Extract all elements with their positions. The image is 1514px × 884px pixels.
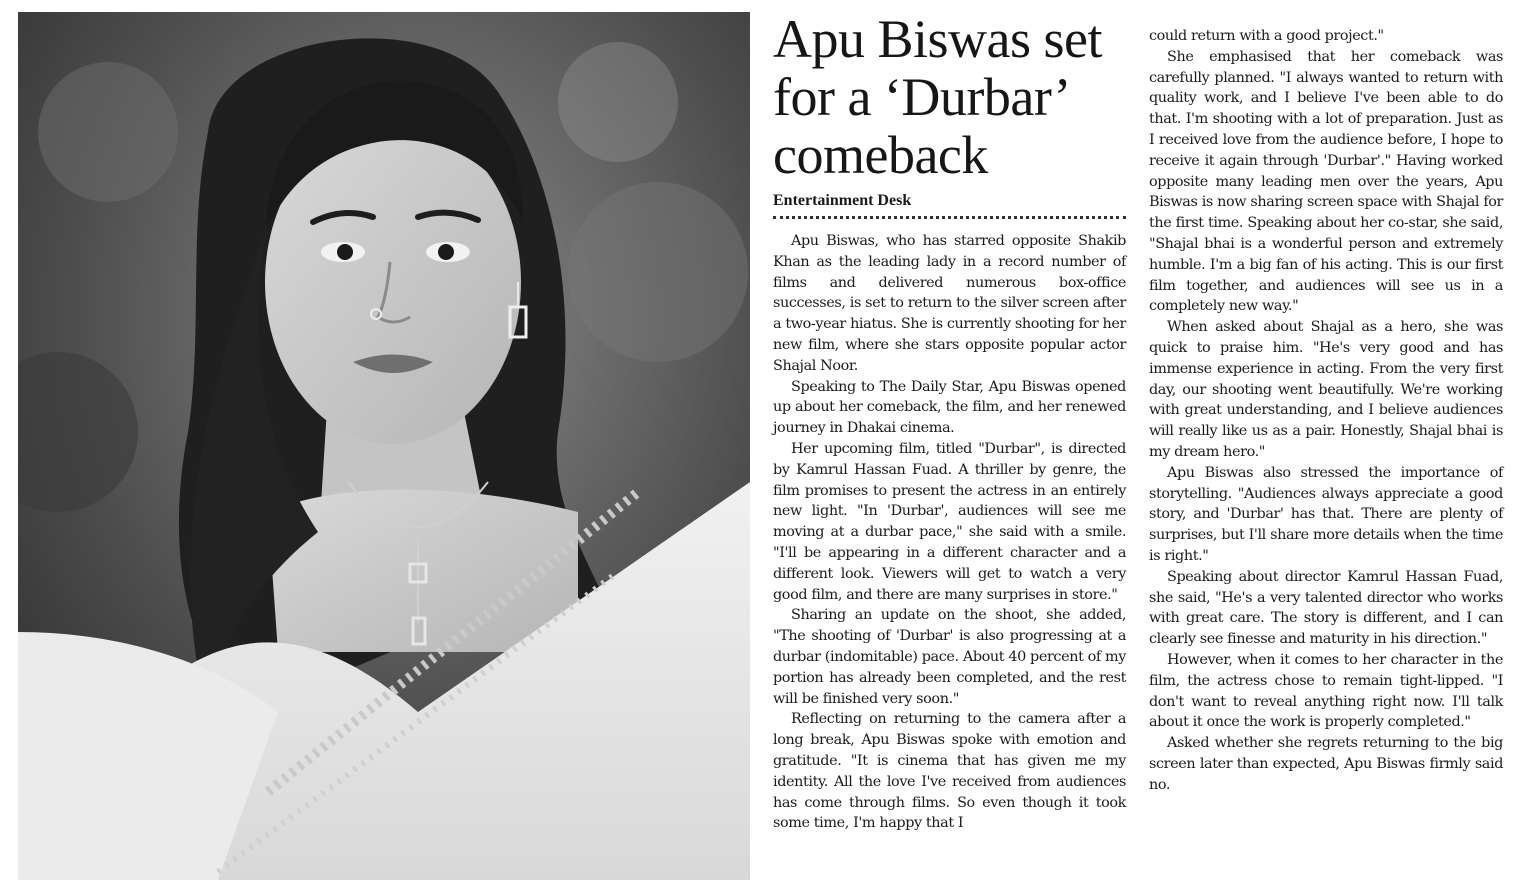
article-paragraph: Her upcoming film, titled "Durbar", is directed by Kamrul Hassan Fuad. A thriller by genre, the film promises to present the actress in an entirely new light. "In 'Durbar', audiences will see me moving at a durbar pace," she said with a smile. "I'll be appearing in a different character and a different look. Viewers will get to watch a very good film, and there are many surprises in store." [773,440,1126,603]
article-column-one [773,10,1126,834]
article-paragraph: Apu Biswas also stressed the importance of storytelling. "Audiences always appreciate a good story, and 'Durbar' has that. There are plenty of surprises, but I'll share more details when the time is right." [1149,464,1503,564]
article-column-two [1149,26,1503,795]
article-paragraph: Asked whether she regrets returning to the big screen later than expected, Apu Biswas firmly said no. [1149,735,1503,793]
article-paragraph-continuation: could return with a good project." [1149,28,1384,44]
article-paragraph: However, when it comes to her character in the film, the actress chose to remain tight-lipped. "I don't want to reveal anything right now. I'll talk about it once the work is properly completed." [1149,651,1503,731]
article-byline: Entertainment Desk [773,192,912,209]
portrait-illustration [18,12,750,880]
article-paragraph: When asked about Shajal as a hero, she was quick to praise him. "He's very good and has immense experience in acting. From the very first day, our shooting went beautifully. We're working with great understanding, and I believe audiences will really like us as a pair. Honestly, Shajal bhai is my dream hero." [1149,319,1503,460]
article-paragraph: Reflecting on returning to the camera after a long break, Apu Biswas spoke with emotion and gratitude. "It is cinema that has given me my identity. All the love I've received from audiences has come through films. So even though it took some time, I'm happy that I [773,711,1126,832]
article-body [773,231,1126,834]
article-headline: Apu Biswas set for a ‘Durbar’ comeback [773,9,1102,185]
article-paragraph: Sharing an update on the shoot, she added, "The shooting of 'Durbar' is also progressing at a durbar (indomitable) pace. About 40 percent of my portion has already been completed, and the rest will be finished very soon." [773,607,1126,707]
article-paragraph: She emphasised that her comeback was carefully planned. "I always wanted to return with quality work, and I believe I've been able to do that. I'm shooting with a lot of preparation. Just as I received love from the audience before, I hope to receive it again through 'Durbar'." Having worked opposite many leading men over the years, Apu Biswas is now sharing screen space with Shajal for the first time. Speaking about her co-star, she said, "Shajal bhai is a wonderful person and extremely humble. I'm a big fan of his acting. This is our first film together, and audiences will see us in a completely new way." [1149,48,1503,315]
article-paragraph: Speaking to The Daily Star, Apu Biswas opened up about her comeback, the film, and her renewed journey in Dhakai cinema. [773,378,1126,437]
article-photo [18,12,750,880]
article-paragraph: Apu Biswas, who has starred opposite Shakib Khan as the leading lady in a record number of films and delivered numerous box-office successes, is set to return to the silver screen after a two-year hiatus. She is currently shooting for her new film, where she stars opposite popular actor Shajal Noor. [773,233,1126,374]
dotted-divider [773,216,1126,219]
article-paragraph: Speaking about director Kamrul Hassan Fuad, she said, "He's a very talented director who works with great care. The story is different, and I can clearly see finesse and maturity in his direction." [1149,568,1503,648]
